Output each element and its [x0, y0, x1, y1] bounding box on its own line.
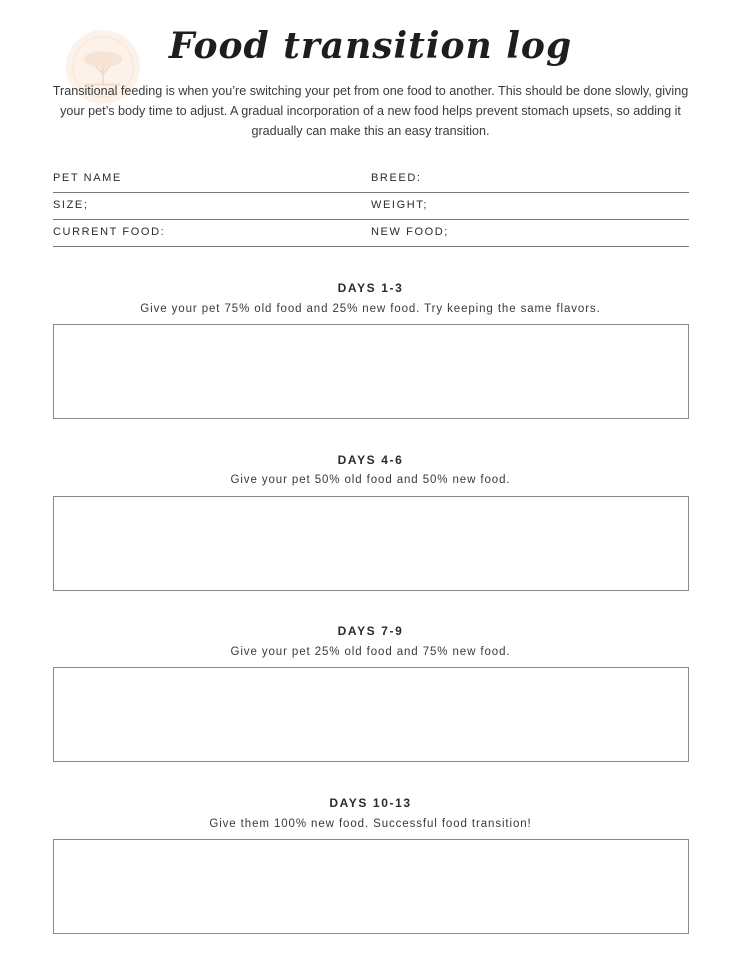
pet-info-row-3 — [53, 219, 689, 247]
log-box-days-7-9[interactable] — [53, 667, 689, 762]
section-heading-days-4-6: DAYS 4-6 — [337, 453, 404, 467]
section-instruction-days-1-3: Give your pet 75% old food and 25% new food. Try keeping the same flavors. — [140, 303, 601, 315]
current-food-label: CURRENT FOOD: — [53, 226, 166, 238]
log-box-days-1-3[interactable] — [53, 324, 689, 419]
section-instruction-days-4-6: Give your pet 50% old food and 50% new food. — [230, 474, 511, 486]
section-heading-days-7-9: DAYS 7-9 — [337, 624, 404, 638]
breed-label: BREED: — [371, 172, 422, 184]
section-heading-days-10-13: DAYS 10-13 — [329, 796, 412, 810]
size-label: SIZE; — [53, 199, 89, 211]
log-box-days-10-13[interactable] — [53, 839, 689, 934]
section-instruction-days-7-9: Give your pet 25% old food and 75% new food. — [230, 646, 511, 658]
pet-info-row-1 — [53, 165, 689, 193]
pet-info-row-2 — [53, 192, 689, 220]
section-instruction-days-10-13: Give them 100% new food. Successful food transition! — [209, 818, 532, 830]
new-food-label: NEW FOOD; — [371, 226, 449, 238]
intro-paragraph: Transitional feeding is when you’re switching your pet from one food to another. This should be done slowly, giving your pet’s body time to adjust. A gradual incorporation of a new food helps prevent stomach upsets, so adding it gradually can make this an easy transition. — [52, 84, 689, 138]
pet-name-label: PET NAME — [53, 172, 122, 184]
weight-label: WEIGHT; — [371, 199, 429, 211]
page-title: Food transition log — [168, 25, 573, 67]
log-box-days-4-6[interactable] — [53, 496, 689, 591]
section-heading-days-1-3: DAYS 1-3 — [337, 281, 404, 295]
